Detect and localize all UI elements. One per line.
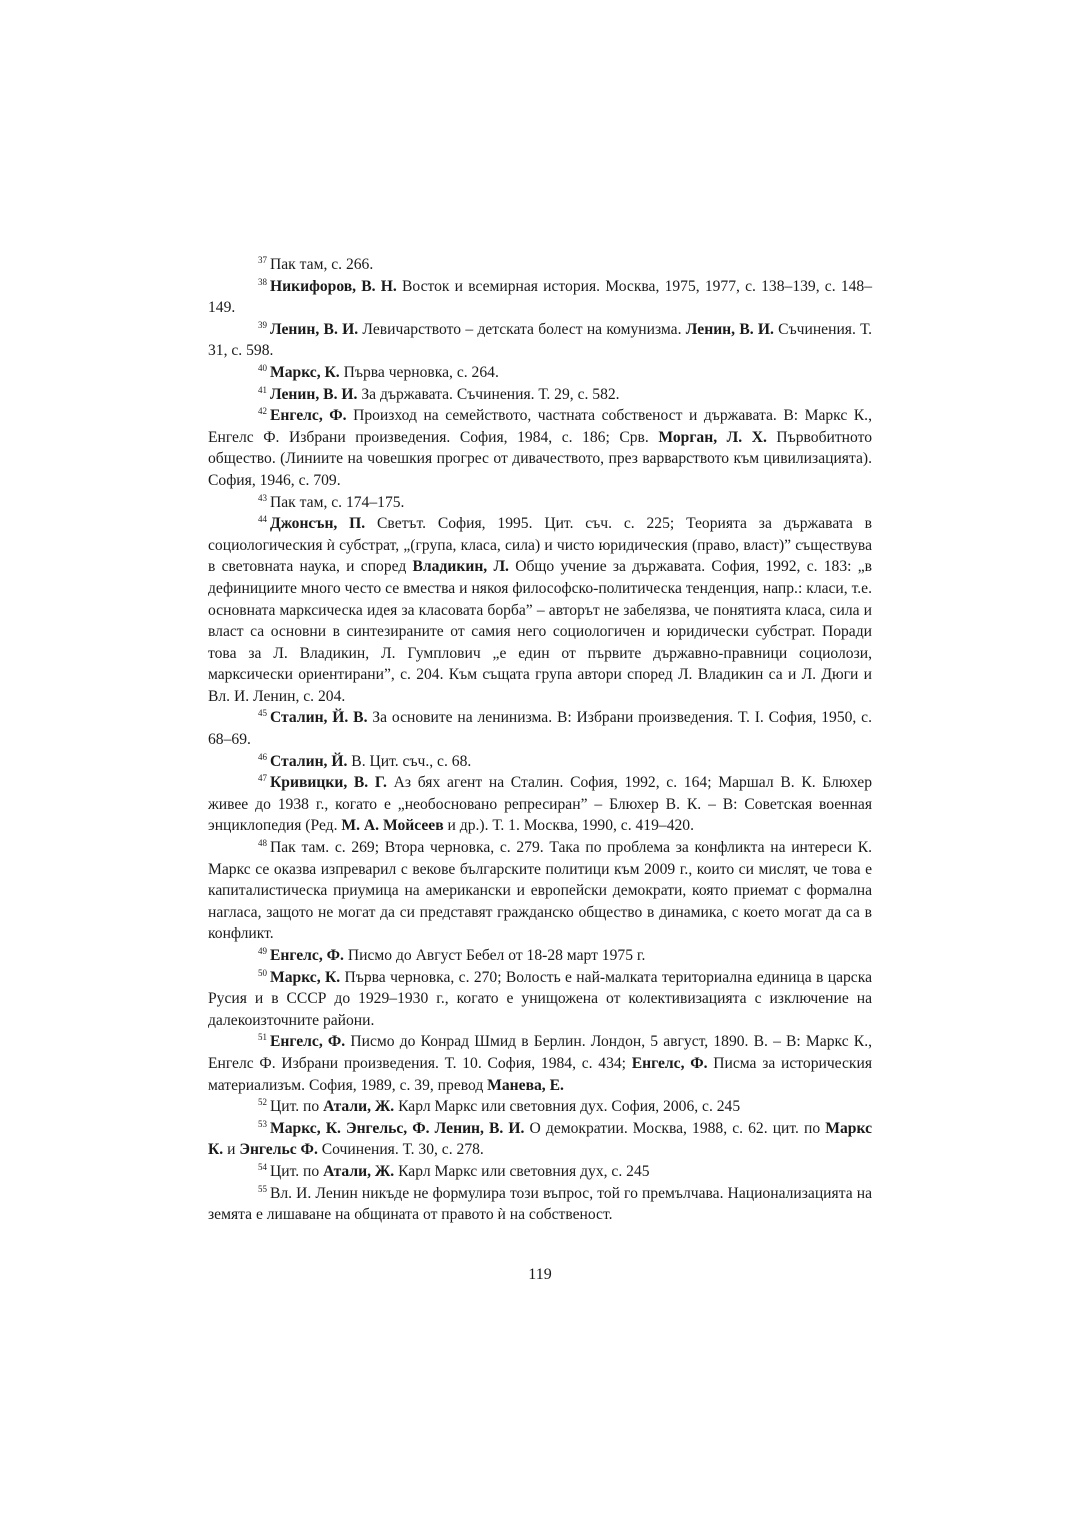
footnote-author: Маркс, К. (270, 363, 340, 381)
footnote-author: Енгелс, Ф. (631, 1054, 708, 1072)
footnote-author: Никифоров, В. Н. (270, 277, 397, 295)
footnotes-section (208, 254, 872, 1226)
footnote-text: Пак там, с. 266. (270, 256, 374, 273)
footnote-author: Атали, Ж. (323, 1162, 395, 1180)
footnote-author: Сталин, Й. (270, 752, 348, 770)
footnote-author: Морган, Л. Х. (658, 428, 767, 446)
footnote-number: 54 (258, 1161, 267, 1172)
footnote-number: 48 (258, 838, 267, 849)
footnote-number: 49 (258, 946, 267, 956)
footnote-number: 37 (258, 255, 267, 265)
footnote-number: 40 (258, 362, 267, 373)
footnote-number: 46 (258, 751, 267, 762)
footnote-50 (208, 967, 872, 1032)
footnote-text: Цит. по (270, 1098, 324, 1116)
footnote-text: и (223, 1141, 240, 1159)
footnote-54 (208, 1161, 872, 1183)
footnote-53 (208, 1118, 872, 1161)
footnote-text: Карл Маркс или световния дух, с. 245 (394, 1162, 650, 1180)
footnote-author: Кривицки, В. Г. (270, 774, 387, 792)
footnote-45 (208, 707, 872, 750)
footnote-author: Джонсън, П. (270, 515, 366, 533)
footnote-number: 45 (258, 708, 267, 719)
footnote-51 (208, 1031, 872, 1096)
footnote-author: Енгелс, Ф. (270, 1033, 346, 1051)
footnote-text: Първа черновка, с. 264. (339, 363, 499, 381)
footnote-number: 51 (258, 1032, 267, 1043)
footnote-text: Произход на семейството, частната собственост и държавата. В: Маркс К., Енгелс Ф. Избрани произведения. София, 1984, с. 186; Срв. (208, 407, 872, 446)
footnote-48 (208, 837, 872, 945)
footnote-number: 43 (258, 492, 267, 503)
footnote-44 (208, 513, 872, 707)
footnote-37 (208, 254, 872, 276)
footnote-text: За основите на ленинизма. В: Избрани произведения. Т. І. София, 1950, с. 68–69. (208, 709, 872, 749)
footnote-55 (208, 1183, 872, 1226)
footnote-text: Левичарството – детската болест на комунизма. (358, 320, 686, 338)
footnote-text: Съчинения. Т. 31, с. 598. (208, 320, 872, 360)
footnote-author: Манева, Е. (487, 1076, 564, 1094)
footnote-number: 38 (258, 276, 267, 287)
footnote-author: Сталин, Й. В. (270, 709, 368, 727)
footnote-text: Писмо до Конрад Шмид в Берлин. Лондон, 5 август, 1890. В. – В: Маркс К., Енгелс Ф. Избрани произведения. Т. 10. София, 1984, с. 434; (208, 1033, 872, 1072)
footnote-author: Владикин, Л. (412, 558, 509, 576)
footnote-number: 41 (258, 384, 267, 395)
footnote-text: Пак там. с. 269; Втора черновка, с. 279. Така по проблема за конфликта на интереси К. Маркс се оказва изпреварил с векове българските политици към 2009 г., които си мислят, че това е капиталистическа приумица на американски и европейски демократи, която приемат с формална нагласа, защото не могат да си представят гражданско общество в динамика, с което могат да са в конфликт. (208, 839, 872, 943)
page-number: 119 (528, 1266, 552, 1283)
footnote-author: Ленин, В. И. (685, 320, 774, 338)
footnote-text: Вл. И. Ленин никъде не формулира този въпрос, той го премълчава. Национализацията на земята е лишаване на общината от правото ѝ на собственост. (208, 1184, 872, 1224)
footnote-text: За държавата. Съчинения. Т. 29, с. 582. (357, 385, 620, 403)
footnote-author: Энгельс Ф. (239, 1141, 318, 1159)
footnote-author: Енгелс, Ф. (270, 947, 344, 964)
footnote-number: 50 (258, 967, 267, 978)
footnote-40 (208, 362, 872, 384)
footnote-text: Цит. по (270, 1162, 324, 1180)
footnote-author: М. А. Мойсеев (341, 817, 444, 835)
footnote-text: Първа черновка, с. 270; Волость е най-малката териториална единица в царска Русия и в СССР до 1929–1930 г., когато е унищожена от колективизацията с изключение на далекоизточните райони. (208, 968, 872, 1029)
footnote-number: 42 (258, 406, 267, 417)
footnote-number: 39 (258, 319, 267, 330)
footnote-text: Общо учение за държавата. София, 1992, с. 183: „в дефинициите много често се вмества и някоя философско-политическа тенденция, напр.: класи, т.е. основната марксическа идея за класовата борба” – авторът не забелязва, че понятията класа, сила и власт са основни в синтезираните от самия него социологичен и юридически субстрат. Поради това за Л. Владикин, Л. Гумплович „е един от първите държавно-правници социолози, марксически ориентирани”, с. 204. Към същата група автори според Л. Владикин са и Л. Дюги и Вл. И. Ленин, с. 204. (208, 558, 873, 705)
footnote-text: В. Цит. съч., с. 68. (347, 752, 472, 770)
footnote-author: Ленин, В. И. (270, 385, 358, 403)
footnote-text: Светът. София, 1995. Цит. съч. с. 225; Теорията за държавата в социологическия ѝ субстрат, „(група, класа, сила) и чисто юридическия (право, власт)” съществува в световната наука, и според (208, 515, 872, 576)
footnote-49 (208, 945, 872, 967)
footnote-text: О демократии. Москва, 1988, с. 62. цит. по (524, 1119, 826, 1137)
footnote-number: 55 (258, 1183, 267, 1194)
footnote-number: 53 (258, 1118, 267, 1129)
footnote-text: Карл Маркс или световния дух. София, 2006, с. 245 (394, 1098, 741, 1116)
footnote-number: 52 (258, 1097, 267, 1108)
footnote-47 (208, 772, 872, 837)
footnote-41 (208, 384, 872, 406)
footnote-text: Писмо до Август Бебел от 18-28 март 1975 г. (343, 947, 646, 964)
footnote-text: Аз бях агент на Сталин. София, 1992, с. 164; Маршал В. К. Блюхер живее до 1938 г., когато е „необосновано репресиран” – Блюхер В. К. – В: Советская военная энциклопедия (Ред. (208, 774, 872, 835)
footnote-author: Маркс К. (208, 1119, 872, 1159)
footnote-text: Първобитното общество. (Линиите на човешкия прогрес от дивачеството, през варварството към цивилизацията). София, 1946, с. 709. (208, 428, 873, 489)
footnote-author: Енгелс, Ф. (270, 407, 347, 425)
footnote-38 (208, 276, 872, 319)
footnote-43 (208, 492, 872, 514)
footnote-number: 44 (258, 514, 267, 525)
footnote-author: Ленин, В. И. (270, 320, 359, 338)
footnote-author: Маркс, К. (270, 968, 341, 986)
footnote-author: Атали, Ж. (323, 1098, 395, 1116)
footnote-text: Сочинения. Т. 30, с. 278. (317, 1141, 484, 1159)
footnote-52 (208, 1096, 872, 1118)
footnote-author: Маркс, К. Энгельс, Ф. Ленин, В. И. (270, 1119, 525, 1137)
footnote-39 (208, 319, 872, 362)
footnote-text: Восток и всемирная история. Москва, 1975, 1977, с. 138–139, с. 148–149. (208, 277, 873, 317)
footnote-number: 47 (258, 773, 267, 784)
footnote-text: Пак там, с. 174–175. (270, 493, 405, 511)
footnote-46 (208, 751, 872, 773)
footnote-text: и др.). Т. 1. Москва, 1990, с. 419–420. (443, 817, 694, 835)
footnote-text: Писма за историческия материализъм. София, 1989, с. 39, превод (208, 1054, 873, 1094)
footnote-42 (208, 405, 872, 491)
